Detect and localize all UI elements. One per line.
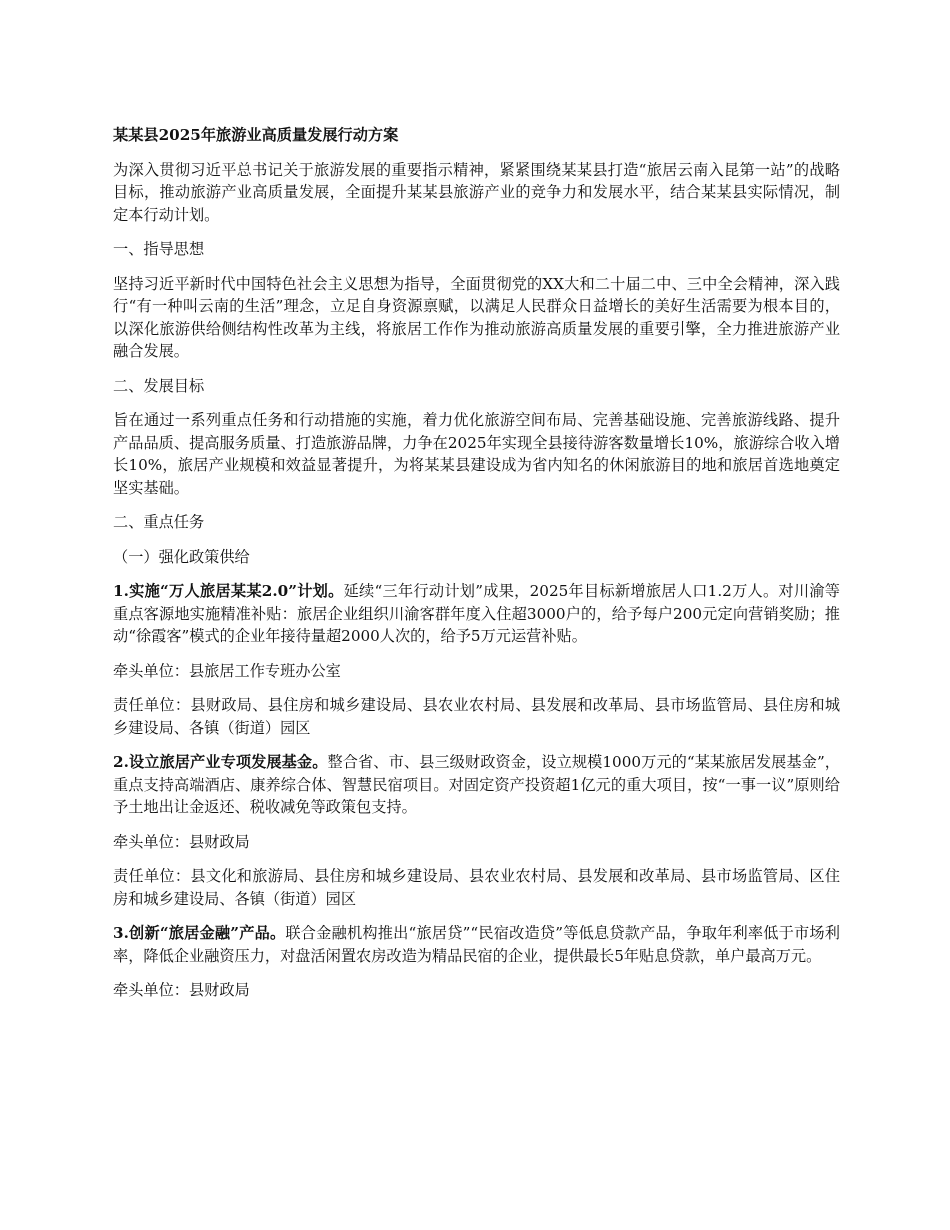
document-page: [113, 124, 840, 1014]
section-heading-development-goals: 二、发展目标: [113, 376, 205, 395]
task-item-1-body: 延续“三年行动计划”成果，2025年目标新增旅居人口1.2万人。对川渝等重点客源地实施精准补贴：旅居企业组织川渝客群年度入住超3000户的，给予每户200元定向营销奖励；推动“徐霞客”模式的企业年接待量超2000人次的，给予5万元运营补贴。: [113, 582, 840, 645]
task-item-2-body: 整合省、市、县三级财政资金，设立规模1000万元的“某某旅居发展基金”，重点支持高端酒店、康养综合体、智慧民宿项目。对固定资产投资超1亿元的重大项目，按“一事一议”原则给予土地出让金返还、税收减免等政策包支持。: [113, 753, 840, 816]
task-item-2-title: 2.设立旅居产业专项发展基金。: [113, 753, 328, 771]
task-item-3-title: 3.创新“旅居金融”产品。: [113, 924, 286, 942]
task-item-2-responsible-units: 责任单位：县文化和旅游局、县住房和城乡建设局、县农业农村局、县发展和改革局、县市场监管局、区住房和城乡建设局、各镇（街道）园区: [113, 867, 840, 908]
development-goals-paragraph: 旨在通过一系列重点任务和行动措施的实施，着力优化旅游空间布局、完善基础设施、完善旅游线路、提升产品品质、提高服务质量、打造旅游品牌，力争在2025年实现全县接待游客数量增长10%，旅游综合收入增长10%，旅居产业规模和效益显著提升，为将某某县建设成为省内知名的休闲旅游目的地和旅居首选地奠定坚实基础。: [113, 411, 840, 497]
task-item-3-lead-unit: 牵头单位：县财政局: [113, 981, 250, 999]
task-item-3-body: 联合金融机构推出“旅居贷”“民宿改造贷”等低息贷款产品，争取年利率低于市场利率，降低企业融资压力，对盘活闲置农房改造为精品民宿的企业，提供最长5年贴息贷款，单户最高万元。: [113, 924, 840, 965]
section-heading-guiding-ideology: 一、指导思想: [113, 240, 205, 258]
sub-heading-policy-supply: （一）强化政策供给: [113, 547, 250, 566]
task-item-3: [113, 922, 840, 967]
task-item-1: [113, 580, 840, 648]
task-item-1-title: 1.实施“万人旅居某某2.0”计划。: [113, 582, 344, 600]
section-heading-key-tasks: 二、重点任务: [113, 513, 205, 531]
task-item-1-responsible-units: 责任单位：县财政局、县住房和城乡建设局、县农业农村局、县发展和改革局、县市场监管局、县住房和城乡建设局、各镇（街道）园区: [113, 696, 840, 737]
guiding-ideology-paragraph: 坚持习近平新时代中国特色社会主义思想为指导，全面贯彻党的XX大和二十届二中、三中全会精神，深入践行“有一种叫云南的生活”理念，立足自身资源禀赋，以满足人民群众日益增长的美好生活需要为根本目的，以深化旅游供给侧结构性改革为主线，将旅居工作作为推动旅游高质量发展的重要引擎，全力推进旅游产业融合发展。: [113, 274, 840, 360]
task-item-1-lead-unit: 牵头单位：县旅居工作专班办公室: [113, 661, 341, 680]
document-title: 某某县2025年旅游业高质量发展行动方案: [113, 126, 399, 144]
task-item-2: [113, 751, 840, 819]
intro-paragraph: 为深入贯彻习近平总书记关于旅游发展的重要指示精神，紧紧围绕某某县打造“旅居云南入昆第一站”的战略目标，推动旅游产业高质量发展，全面提升某某县旅游产业的竞争力和发展水平，结合某某县实际情况，制定本行动计划。: [113, 160, 840, 224]
task-item-2-lead-unit: 牵头单位：县财政局: [113, 832, 250, 851]
